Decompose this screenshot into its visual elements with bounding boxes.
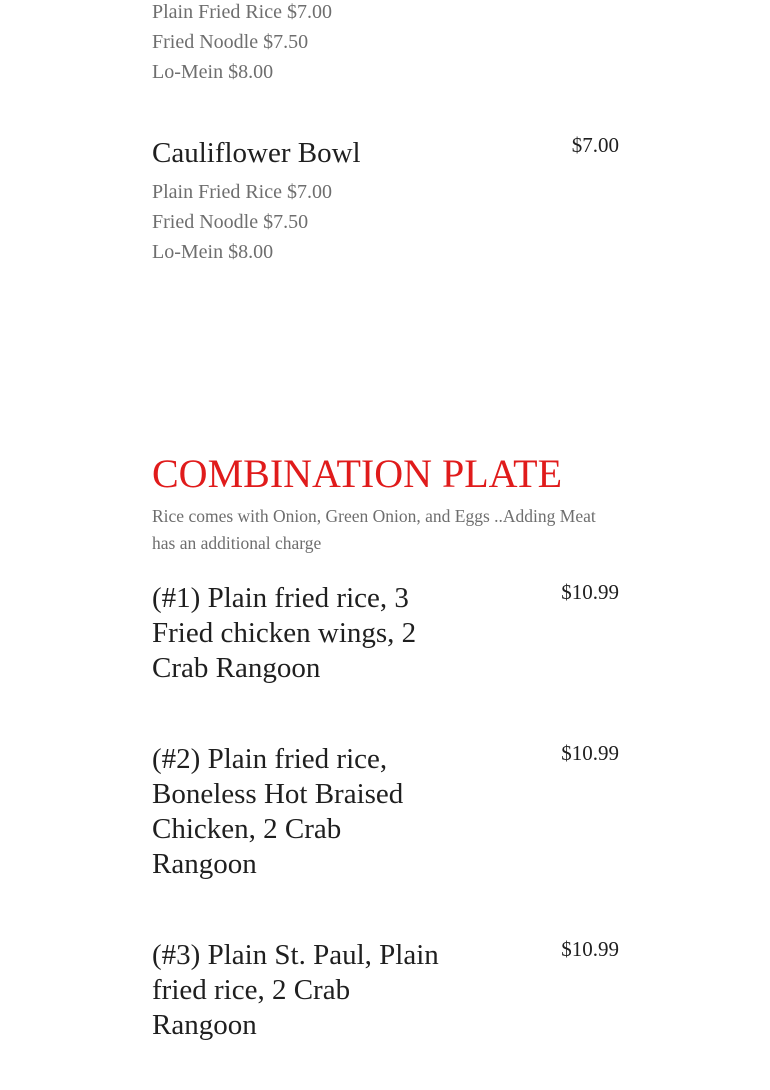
option-plain-fried-rice: Plain Fried Rice $7.00 — [152, 181, 332, 203]
item-name: (#2) Plain fried rice, Boneless Hot Braised Chicken, 2 Crab Rangoon — [152, 743, 404, 880]
option-fried-noodle: Fried Noodle $7.50 — [152, 31, 309, 53]
option-fried-noodle: Fried Noodle $7.50 — [152, 211, 309, 233]
item-price: $10.99 — [561, 741, 619, 765]
menu-item-combo-2 — [152, 742, 619, 882]
menu-item-cauliflower-bowl — [152, 133, 619, 267]
item-options — [152, 177, 619, 267]
option-lo-mein: Lo-Mein $8.00 — [152, 241, 274, 263]
item-price: $10.99 — [561, 937, 619, 961]
section-description: Rice comes with Onion, Green Onion, and Eggs ..Adding Meat has an additional charge — [152, 506, 596, 553]
item-price: $7.00 — [571, 133, 619, 157]
item-name: (#3) Plain St. Paul, Plain fried rice, 2 Crab Rangoon — [152, 939, 439, 1041]
menu-item-combo-3 — [152, 938, 619, 1043]
menu-item-combo-1 — [152, 581, 619, 686]
option-lo-mein: Lo-Mein $8.00 — [152, 61, 274, 83]
section-title: COMBINATION PLATE — [152, 451, 562, 496]
section-combination-plate — [152, 452, 619, 557]
item-name: Cauliflower Bowl — [152, 137, 361, 169]
item-price: $10.99 — [561, 580, 619, 604]
option-plain-fried-rice: Plain Fried Rice $7.00 — [152, 1, 332, 23]
item-name: (#1) Plain fried rice, 3 Fried chicken wings, 2 Crab Rangoon — [152, 582, 417, 684]
previous-item-options — [152, 0, 332, 87]
